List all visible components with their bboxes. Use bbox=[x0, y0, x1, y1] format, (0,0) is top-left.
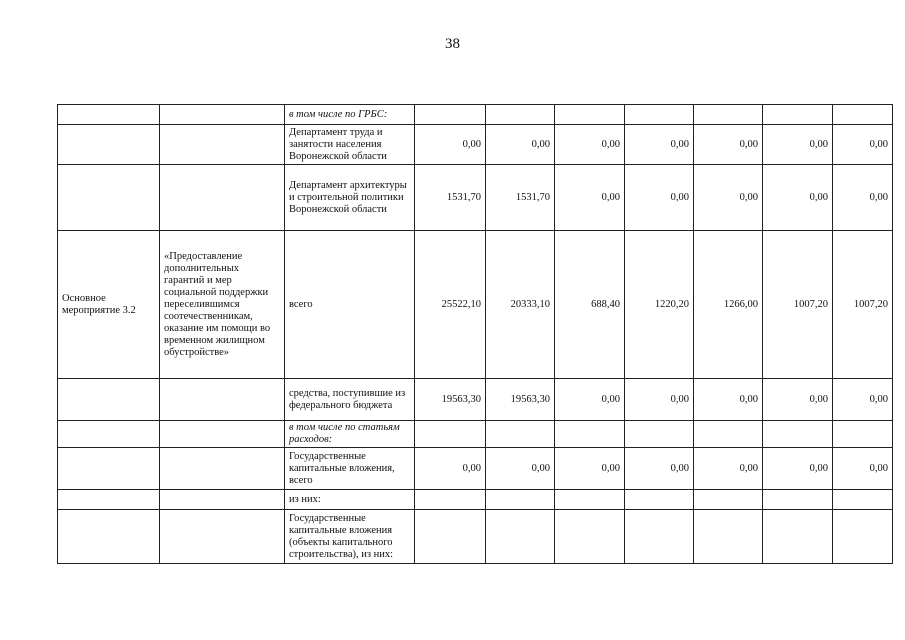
value-cell: 1531,70 bbox=[486, 165, 555, 231]
value-cell: 19563,30 bbox=[486, 379, 555, 421]
table-row bbox=[58, 510, 893, 564]
funding-source-cell: Государственные капитальные вложения, всего bbox=[285, 448, 415, 490]
activity-name-cell bbox=[160, 125, 285, 165]
value-cell: 0,00 bbox=[763, 165, 833, 231]
value-cell: 1531,70 bbox=[415, 165, 486, 231]
main-activity-cell bbox=[58, 125, 160, 165]
value-cell: 0,00 bbox=[555, 165, 625, 231]
main-activity-cell bbox=[58, 165, 160, 231]
table-row bbox=[58, 379, 893, 421]
value-cell bbox=[486, 105, 555, 125]
value-cell: 0,00 bbox=[694, 165, 763, 231]
main-activity-cell bbox=[58, 379, 160, 421]
value-cell bbox=[763, 421, 833, 448]
main-activity-cell bbox=[58, 421, 160, 448]
value-cell bbox=[415, 105, 486, 125]
activity-name-cell bbox=[160, 379, 285, 421]
value-cell bbox=[694, 510, 763, 564]
funding-source-cell: средства, поступившие из федерального бюджета bbox=[285, 379, 415, 421]
budget-table bbox=[57, 104, 893, 564]
funding-source-cell: Государственные капитальные вложения (объекты капитального строительства), из них: bbox=[285, 510, 415, 564]
value-cell bbox=[694, 105, 763, 125]
value-cell: 0,00 bbox=[694, 379, 763, 421]
value-cell bbox=[833, 421, 893, 448]
value-cell bbox=[833, 510, 893, 564]
main-activity-cell bbox=[58, 105, 160, 125]
activity-name-cell bbox=[160, 105, 285, 125]
value-cell: 688,40 bbox=[555, 231, 625, 379]
value-cell bbox=[486, 421, 555, 448]
value-cell bbox=[415, 421, 486, 448]
funding-source-cell: всего bbox=[285, 231, 415, 379]
value-cell bbox=[486, 490, 555, 510]
value-cell bbox=[486, 510, 555, 564]
value-cell bbox=[833, 105, 893, 125]
activity-name-cell bbox=[160, 421, 285, 448]
table-row bbox=[58, 165, 893, 231]
value-cell: 0,00 bbox=[763, 125, 833, 165]
value-cell bbox=[625, 490, 694, 510]
value-cell: 0,00 bbox=[694, 448, 763, 490]
value-cell: 1220,20 bbox=[625, 231, 694, 379]
value-cell: 1266,00 bbox=[694, 231, 763, 379]
funding-source-cell: Департамент труда и занятости населения Воронежской области bbox=[285, 125, 415, 165]
activity-name-cell bbox=[160, 510, 285, 564]
value-cell: 0,00 bbox=[694, 125, 763, 165]
activity-name-cell bbox=[160, 490, 285, 510]
value-cell bbox=[694, 421, 763, 448]
activity-name-cell: «Предоставление дополнительных гарантий и мер социальной поддержки переселившимся соотечественникам, оказание им помощи во временном жилищном обустройстве» bbox=[160, 231, 285, 379]
value-cell: 1007,20 bbox=[833, 231, 893, 379]
value-cell bbox=[694, 490, 763, 510]
value-cell bbox=[763, 490, 833, 510]
table-row bbox=[58, 448, 893, 490]
value-cell bbox=[625, 421, 694, 448]
value-cell: 1007,20 bbox=[763, 231, 833, 379]
value-cell: 0,00 bbox=[486, 448, 555, 490]
value-cell bbox=[415, 510, 486, 564]
value-cell: 0,00 bbox=[625, 165, 694, 231]
value-cell bbox=[555, 105, 625, 125]
value-cell: 0,00 bbox=[625, 379, 694, 421]
value-cell bbox=[415, 490, 486, 510]
value-cell: 0,00 bbox=[486, 125, 555, 165]
value-cell: 0,00 bbox=[555, 379, 625, 421]
table-row bbox=[58, 125, 893, 165]
value-cell bbox=[625, 510, 694, 564]
value-cell: 0,00 bbox=[833, 379, 893, 421]
page-number: 38 bbox=[445, 36, 460, 52]
value-cell: 0,00 bbox=[833, 165, 893, 231]
value-cell bbox=[763, 510, 833, 564]
table-row bbox=[58, 421, 893, 448]
value-cell: 0,00 bbox=[555, 448, 625, 490]
value-cell: 0,00 bbox=[833, 448, 893, 490]
funding-source-cell: в том числе по статьям расходов: bbox=[285, 421, 415, 448]
value-cell: 19563,30 bbox=[415, 379, 486, 421]
activity-name-cell bbox=[160, 165, 285, 231]
value-cell: 0,00 bbox=[415, 125, 486, 165]
main-activity-cell bbox=[58, 510, 160, 564]
value-cell bbox=[555, 490, 625, 510]
value-cell bbox=[555, 510, 625, 564]
value-cell: 25522,10 bbox=[415, 231, 486, 379]
table-row bbox=[58, 231, 893, 379]
main-activity-cell bbox=[58, 490, 160, 510]
value-cell: 0,00 bbox=[763, 448, 833, 490]
table-body bbox=[58, 105, 893, 564]
value-cell: 0,00 bbox=[833, 125, 893, 165]
value-cell: 0,00 bbox=[763, 379, 833, 421]
table-row bbox=[58, 105, 893, 125]
activity-name-cell bbox=[160, 448, 285, 490]
value-cell bbox=[763, 105, 833, 125]
table-row bbox=[58, 490, 893, 510]
value-cell: 0,00 bbox=[625, 448, 694, 490]
main-activity-cell bbox=[58, 448, 160, 490]
value-cell bbox=[555, 421, 625, 448]
value-cell: 0,00 bbox=[415, 448, 486, 490]
funding-source-cell: из них: bbox=[285, 490, 415, 510]
funding-source-cell: Департамент архитектуры и строительной политики Воронежской области bbox=[285, 165, 415, 231]
value-cell bbox=[625, 105, 694, 125]
value-cell: 20333,10 bbox=[486, 231, 555, 379]
funding-source-cell: в том числе по ГРБС: bbox=[285, 105, 415, 125]
main-activity-cell: Основное мероприятие 3.2 bbox=[58, 231, 160, 379]
value-cell: 0,00 bbox=[555, 125, 625, 165]
value-cell bbox=[833, 490, 893, 510]
value-cell: 0,00 bbox=[625, 125, 694, 165]
